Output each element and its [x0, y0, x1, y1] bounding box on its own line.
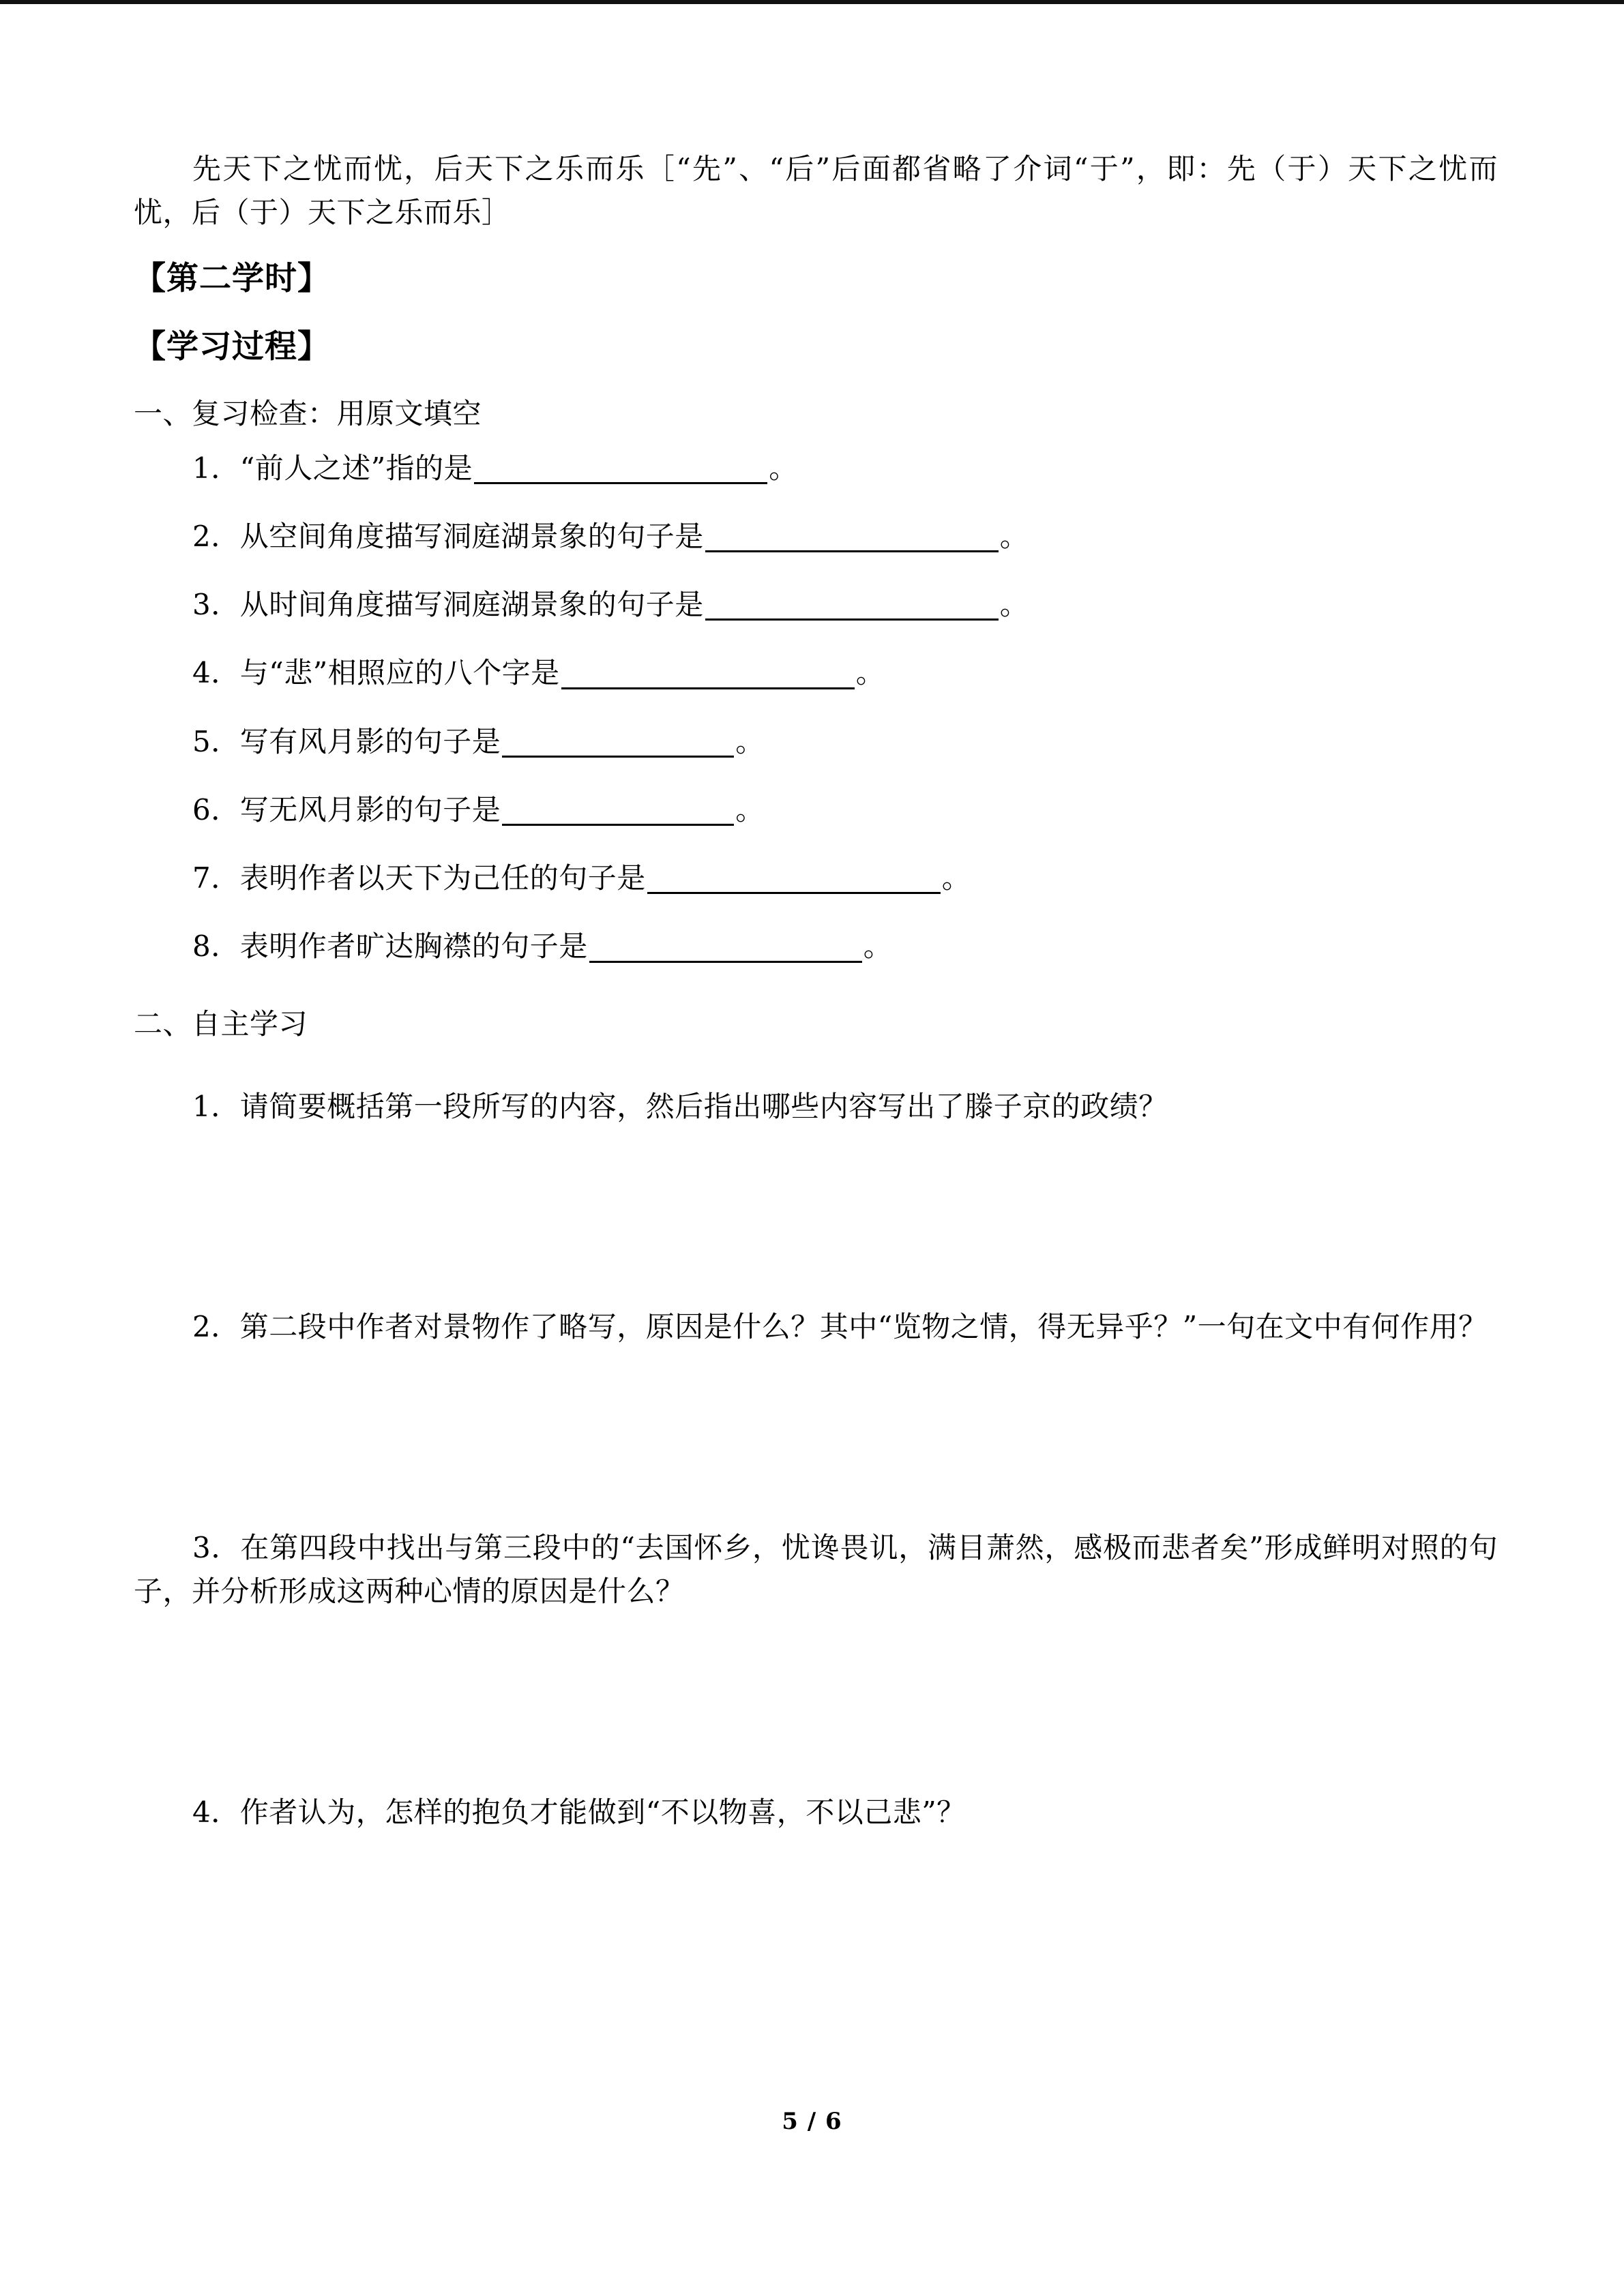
- fill-in-blank-item: [134, 709, 1498, 777]
- fill-item-number: 7．: [192, 861, 240, 895]
- fill-item-number: 5．: [192, 724, 240, 758]
- answer-blank[interactable]: [589, 934, 862, 963]
- page-number: 5 / 6: [782, 2108, 842, 2135]
- fill-item-number: 6．: [192, 792, 240, 826]
- answer-blank[interactable]: [705, 591, 999, 621]
- question-number: 3．: [192, 1531, 241, 1565]
- fill-item-text: 写无风月影的句子是: [239, 792, 501, 826]
- fill-item-text: 从时间角度描写洞庭湖景象的句子是: [239, 588, 704, 622]
- fill-item-period: 。: [769, 451, 798, 485]
- heading-lesson-two: 【第二学时】: [134, 259, 330, 297]
- fill-item-number: 3．: [192, 588, 240, 622]
- question-item: [134, 1305, 1498, 1349]
- fill-item-text: 表明作者旷达胸襟的句子是: [239, 929, 588, 964]
- answer-space[interactable]: [134, 1128, 1498, 1305]
- question-item: [134, 1085, 1498, 1129]
- answer-blank[interactable]: [705, 523, 999, 552]
- fill-item-period: 。: [735, 724, 765, 758]
- answer-space[interactable]: [134, 1613, 1498, 1791]
- fill-in-blank-item: [134, 640, 1498, 708]
- spacer-after-process-heading: [134, 372, 1498, 392]
- section-one-heading: 一、复习检查：用原文填空: [134, 396, 482, 430]
- question-text: 作者认为，怎样的抱负才能做到“不以物喜，不以己悲”？: [239, 1795, 966, 1829]
- answer-blank[interactable]: [502, 796, 734, 826]
- fill-item-period: 。: [999, 588, 1029, 622]
- fill-item-period: 。: [855, 656, 885, 690]
- fill-in-blank-item: [134, 845, 1498, 913]
- fill-item-text: “前人之述”指的是: [239, 451, 473, 485]
- fill-in-blank-list: [134, 435, 1498, 982]
- answer-blank[interactable]: [561, 660, 855, 689]
- fill-item-text: 从空间角度描写洞庭湖景象的句子是: [239, 519, 704, 553]
- question-number: 4．: [192, 1795, 240, 1829]
- page-footer: [0, 2108, 1624, 2135]
- heading-learning-process: 【学习过程】: [134, 328, 330, 366]
- fill-item-text: 写有风月影的句子是: [239, 724, 501, 758]
- intro-paragraph: 先天下之忧而忧，后天下之乐而乐［“先”、“后”后面都省略了介词“于”，即：先（于）天下之忧而忧，后（于）天下之乐而乐］: [134, 152, 1498, 229]
- page-content: [134, 4, 1498, 1834]
- fill-item-text: 表明作者以天下为己任的句子是: [239, 861, 646, 895]
- section-two-heading: 二、自主学习: [134, 1007, 308, 1041]
- fill-in-blank-item: [134, 777, 1498, 845]
- spacer-before-section-two: [134, 982, 1498, 1002]
- question-text: 请简要概括第一段所写的内容，然后指出哪些内容写出了滕子京的政绩？: [239, 1089, 1168, 1123]
- fill-item-number: 1．: [192, 451, 240, 485]
- fill-item-text: 与“悲”相照应的八个字是: [239, 656, 560, 690]
- question-text: 第二段中作者对景物作了略写，原因是什么？其中“览物之情，得无异乎？”一句在文中有何作用？: [239, 1310, 1488, 1344]
- spacer-after-lesson-heading: [134, 303, 1498, 323]
- answer-blank[interactable]: [647, 865, 941, 894]
- fill-in-blank-item: [134, 571, 1498, 640]
- fill-item-number: 2．: [192, 519, 240, 553]
- question-item: [134, 1526, 1498, 1613]
- fill-item-period: 。: [941, 861, 971, 895]
- fill-item-period: 。: [863, 929, 892, 964]
- fill-item-period: 。: [735, 792, 765, 826]
- fill-in-blank-item: [134, 435, 1498, 503]
- spacer-after-intro: [134, 235, 1498, 255]
- fill-item-period: 。: [999, 519, 1029, 553]
- answer-blank[interactable]: [474, 455, 767, 484]
- fill-item-number: 4．: [192, 656, 240, 690]
- question-text: 在第四段中找出与第三段中的“去国怀乡，忧谗畏讥，满目萧然，感极而悲者矣”形成鲜明对照的句子，并分析形成这两种心情的原因是什么？: [134, 1531, 1498, 1609]
- question-number: 1．: [192, 1089, 240, 1123]
- fill-item-number: 8．: [192, 929, 240, 964]
- fill-in-blank-item: [134, 503, 1498, 571]
- answer-blank[interactable]: [502, 728, 734, 758]
- spacer-after-section-two-heading: [134, 1045, 1498, 1085]
- fill-in-blank-item: [134, 913, 1498, 981]
- top-margin-spacer: [134, 4, 1498, 147]
- answer-space[interactable]: [134, 1349, 1498, 1526]
- question-item: [134, 1791, 1498, 1834]
- question-number: 2．: [192, 1310, 240, 1344]
